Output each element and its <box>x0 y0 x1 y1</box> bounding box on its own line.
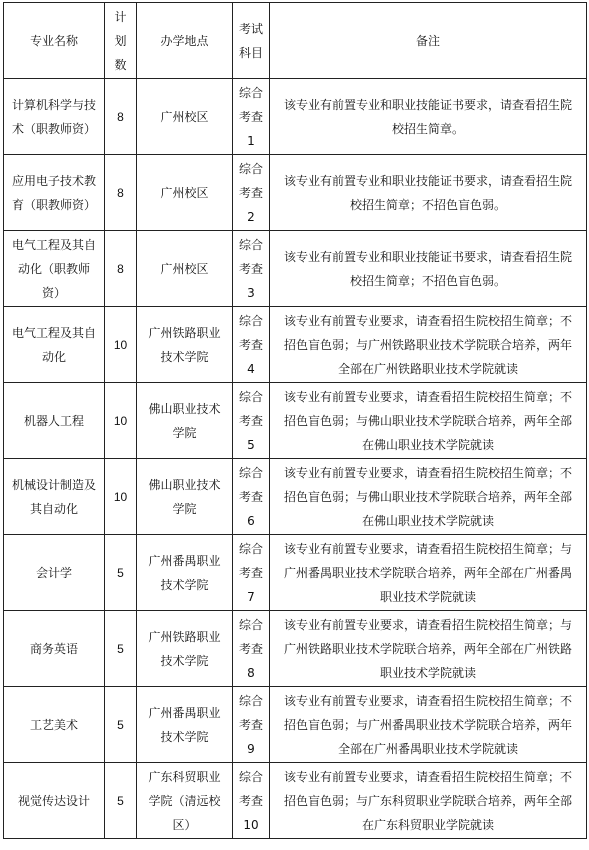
cell-location: 广州番禺职业技术学院 <box>137 535 233 611</box>
cell-exam: 综合考查4 <box>233 307 270 383</box>
cell-location: 广州校区 <box>137 155 233 231</box>
table-row <box>4 383 587 459</box>
cell-note: 该专业有前置专业要求，请查看招生院校招生简章；不招色盲色弱；与广东科贸职业学院联合培养，两年全部在广东科贸职业学院就读 <box>270 763 587 839</box>
table-row <box>4 687 587 763</box>
cell-major: 电气工程及其自动化（职教师资） <box>4 231 105 307</box>
enrollment-plan-table <box>3 2 587 839</box>
table-row <box>4 79 587 155</box>
cell-plan: 5 <box>105 535 137 611</box>
cell-note: 该专业有前置专业和职业技能证书要求，请查看招生院校招生简章。 <box>270 79 587 155</box>
cell-major: 商务英语 <box>4 611 105 687</box>
cell-exam: 综合考查9 <box>233 687 270 763</box>
cell-plan: 8 <box>105 79 137 155</box>
cell-note: 该专业有前置专业和职业技能证书要求，请查看招生院校招生简章；不招色盲色弱。 <box>270 231 587 307</box>
cell-location: 广州校区 <box>137 231 233 307</box>
table-row <box>4 307 587 383</box>
cell-location: 佛山职业技术学院 <box>137 383 233 459</box>
cell-exam: 综合考查3 <box>233 231 270 307</box>
cell-plan: 5 <box>105 611 137 687</box>
cell-location: 广州校区 <box>137 79 233 155</box>
table-row <box>4 535 587 611</box>
cell-location: 佛山职业技术学院 <box>137 459 233 535</box>
header-exam: 考试科目 <box>233 3 270 79</box>
cell-plan: 5 <box>105 687 137 763</box>
cell-plan: 8 <box>105 155 137 231</box>
cell-location: 广州番禺职业技术学院 <box>137 687 233 763</box>
cell-exam: 综合考查10 <box>233 763 270 839</box>
table-header-row <box>4 3 587 79</box>
cell-location: 广东科贸职业学院（清远校区） <box>137 763 233 839</box>
cell-plan: 5 <box>105 763 137 839</box>
cell-exam: 综合考查2 <box>233 155 270 231</box>
table-row <box>4 459 587 535</box>
table-row <box>4 231 587 307</box>
cell-plan: 8 <box>105 231 137 307</box>
cell-exam: 综合考查5 <box>233 383 270 459</box>
cell-location: 广州铁路职业技术学院 <box>137 307 233 383</box>
table-body <box>4 79 587 839</box>
cell-plan: 10 <box>105 459 137 535</box>
cell-note: 该专业有前置专业要求，请查看招生院校招生简章；与广州番禺职业技术学院联合培养，两年全部在广州番禺职业技术学院就读 <box>270 535 587 611</box>
cell-exam: 综合考查6 <box>233 459 270 535</box>
header-plan: 计划数 <box>105 3 137 79</box>
table-row <box>4 763 587 839</box>
header-location: 办学地点 <box>137 3 233 79</box>
table-row <box>4 155 587 231</box>
cell-note: 该专业有前置专业要求，请查看招生院校招生简章；不招色盲色弱；与广州番禺职业技术学院联合培养，两年全部在广州番禺职业技术学院就读 <box>270 687 587 763</box>
cell-exam: 综合考查1 <box>233 79 270 155</box>
cell-note: 该专业有前置专业要求，请查看招生院校招生简章；不招色盲色弱；与佛山职业技术学院联合培养，两年全部在佛山职业技术学院就读 <box>270 459 587 535</box>
header-note: 备注 <box>270 3 587 79</box>
cell-plan: 10 <box>105 383 137 459</box>
cell-major: 计算机科学与技术（职教师资） <box>4 79 105 155</box>
header-major: 专业名称 <box>4 3 105 79</box>
cell-major: 工艺美术 <box>4 687 105 763</box>
cell-exam: 综合考查7 <box>233 535 270 611</box>
cell-note: 该专业有前置专业要求，请查看招生院校招生简章；不招色盲色弱；与佛山职业技术学院联合培养，两年全部在佛山职业技术学院就读 <box>270 383 587 459</box>
cell-exam: 综合考查8 <box>233 611 270 687</box>
cell-major: 机械设计制造及其自动化 <box>4 459 105 535</box>
cell-location: 广州铁路职业技术学院 <box>137 611 233 687</box>
cell-major: 会计学 <box>4 535 105 611</box>
table-row <box>4 611 587 687</box>
cell-major: 应用电子技术教育（职教师资） <box>4 155 105 231</box>
cell-note: 该专业有前置专业要求，请查看招生院校招生简章；不招色盲色弱；与广州铁路职业技术学院联合培养，两年全部在广州铁路职业技术学院就读 <box>270 307 587 383</box>
cell-note: 该专业有前置专业和职业技能证书要求，请查看招生院校招生简章；不招色盲色弱。 <box>270 155 587 231</box>
cell-major: 视觉传达设计 <box>4 763 105 839</box>
cell-major: 电气工程及其自动化 <box>4 307 105 383</box>
cell-plan: 10 <box>105 307 137 383</box>
cell-major: 机器人工程 <box>4 383 105 459</box>
cell-note: 该专业有前置专业要求，请查看招生院校招生简章；与广州铁路职业技术学院联合培养，两年全部在广州铁路职业技术学院就读 <box>270 611 587 687</box>
